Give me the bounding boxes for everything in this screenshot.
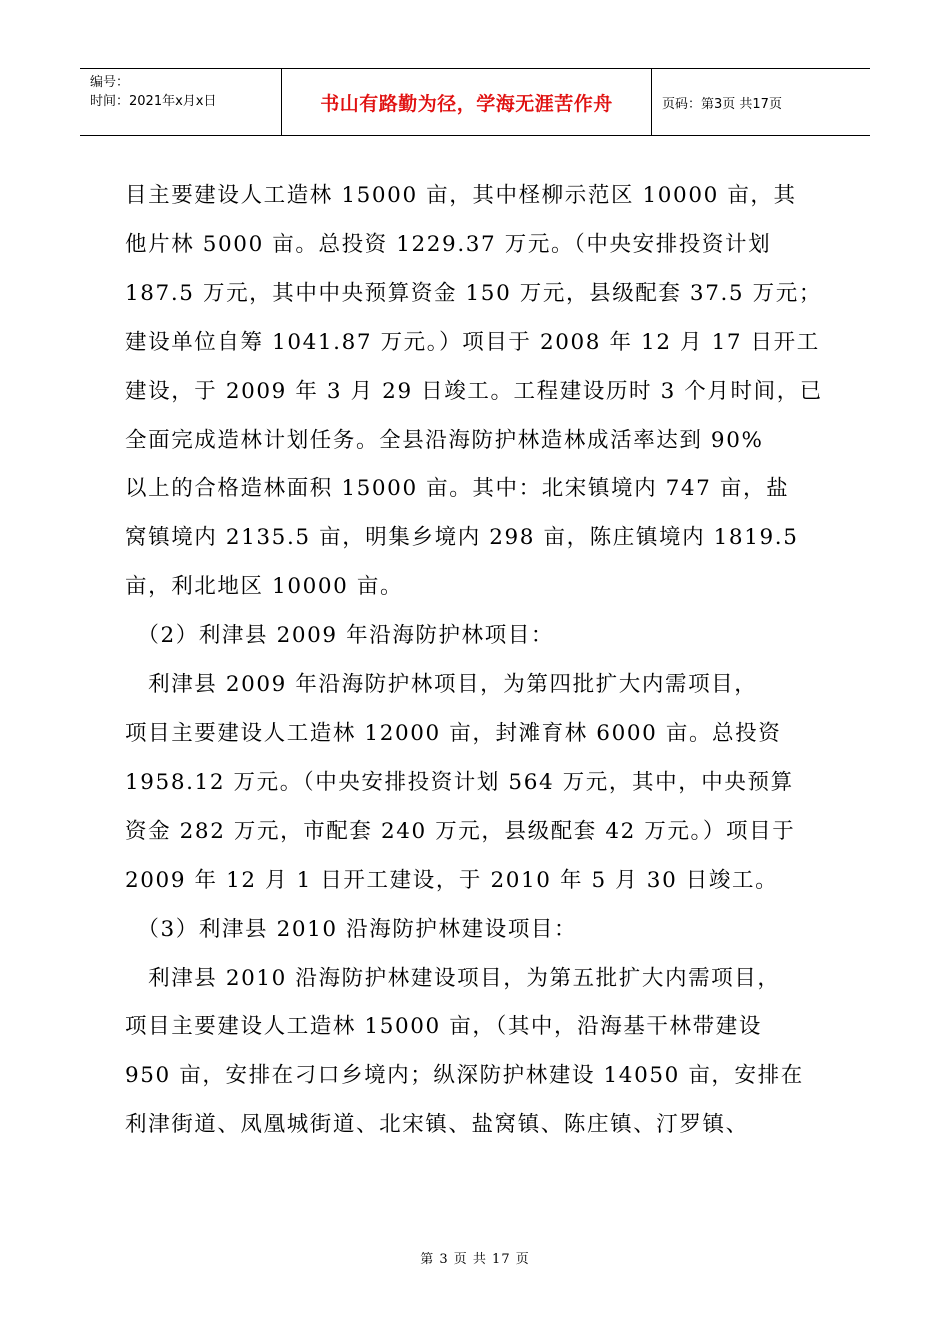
body-line: 利津街道、凤凰城街道、北宋镇、盐窝镇、陈庄镇、汀罗镇、 <box>125 1112 749 1138</box>
header-page-code: 页码：第3页 共17页 <box>662 96 782 112</box>
body-line: 亩，利北地区 10000 亩。 <box>125 574 404 600</box>
body-line: 目主要建设人工造林 15000 亩，其中柽柳示范区 10000 亩，其 <box>125 183 797 208</box>
body-line: 全面完成造林计划任务。全县沿海防护林造林成活率达到 90% <box>125 427 764 453</box>
document-number-label: 编号： <box>90 75 130 90</box>
section-heading: （3）利津县 2010 沿海防护林建设项目： <box>125 916 578 942</box>
body-line: 他片林 5000 亩。总投资 1229.37 万元。（中央安排投资计划 <box>125 231 772 257</box>
body-line: 窝镇境内 2135.5 亩，明集乡境内 298 亩，陈庄镇境内 1819.5 <box>125 525 799 551</box>
body-line: 资金 282 万元，市配套 240 万元，县级配套 42 万元。）项目于 <box>125 818 796 844</box>
header-motto: 书山有路勤为径，学海无涯苦作舟 <box>282 69 652 135</box>
body-line: 950 亩，安排在刁口乡境内；纵深防护林建设 14050 亩，安排在 <box>125 1063 804 1089</box>
body-line: 利津县 2009 年沿海防护林项目，为第四批扩大内需项目， <box>125 672 758 698</box>
body-line: 187.5 万元，其中中央预算资金 150 万元，县级配套 37.5 万元； <box>125 280 822 306</box>
body-line: 项目主要建设人工造林 15000 亩，（其中，沿海基干林带建设 <box>125 1014 762 1040</box>
page-footer: 第 3 页 共 17 页 <box>420 1252 530 1267</box>
body-line: 2009 年 12 月 1 日开工建设，于 2010 年 5 月 30 日竣工。 <box>125 867 779 893</box>
page-header <box>80 68 870 136</box>
section-heading: （2）利津县 2009 年沿海防护林项目： <box>125 623 555 649</box>
header-meta <box>80 69 282 135</box>
document-body <box>125 172 835 1150</box>
body-line: 建设，于 2009 年 3 月 29 日竣工。工程建设历时 3 个月时间，已 <box>125 378 823 404</box>
body-line: 利津县 2010 沿海防护林建设项目，为第五批扩大内需项目， <box>125 965 781 991</box>
body-line: 1958.12 万元。（中央安排投资计划 564 万元，其中，中央预算 <box>125 769 794 795</box>
body-line: 建设单位自筹 1041.87 万元。）项目于 2008 年 12 月 17 日开工 <box>125 329 820 355</box>
body-line: 以上的合格造林面积 15000 亩。其中：北宋镇境内 747 亩，盐 <box>125 476 790 502</box>
body-line: 项目主要建设人工造林 12000 亩，封滩育林 6000 亩。总投资 <box>125 720 782 746</box>
document-time-label: 时间：2021年x月x日 <box>90 94 217 109</box>
